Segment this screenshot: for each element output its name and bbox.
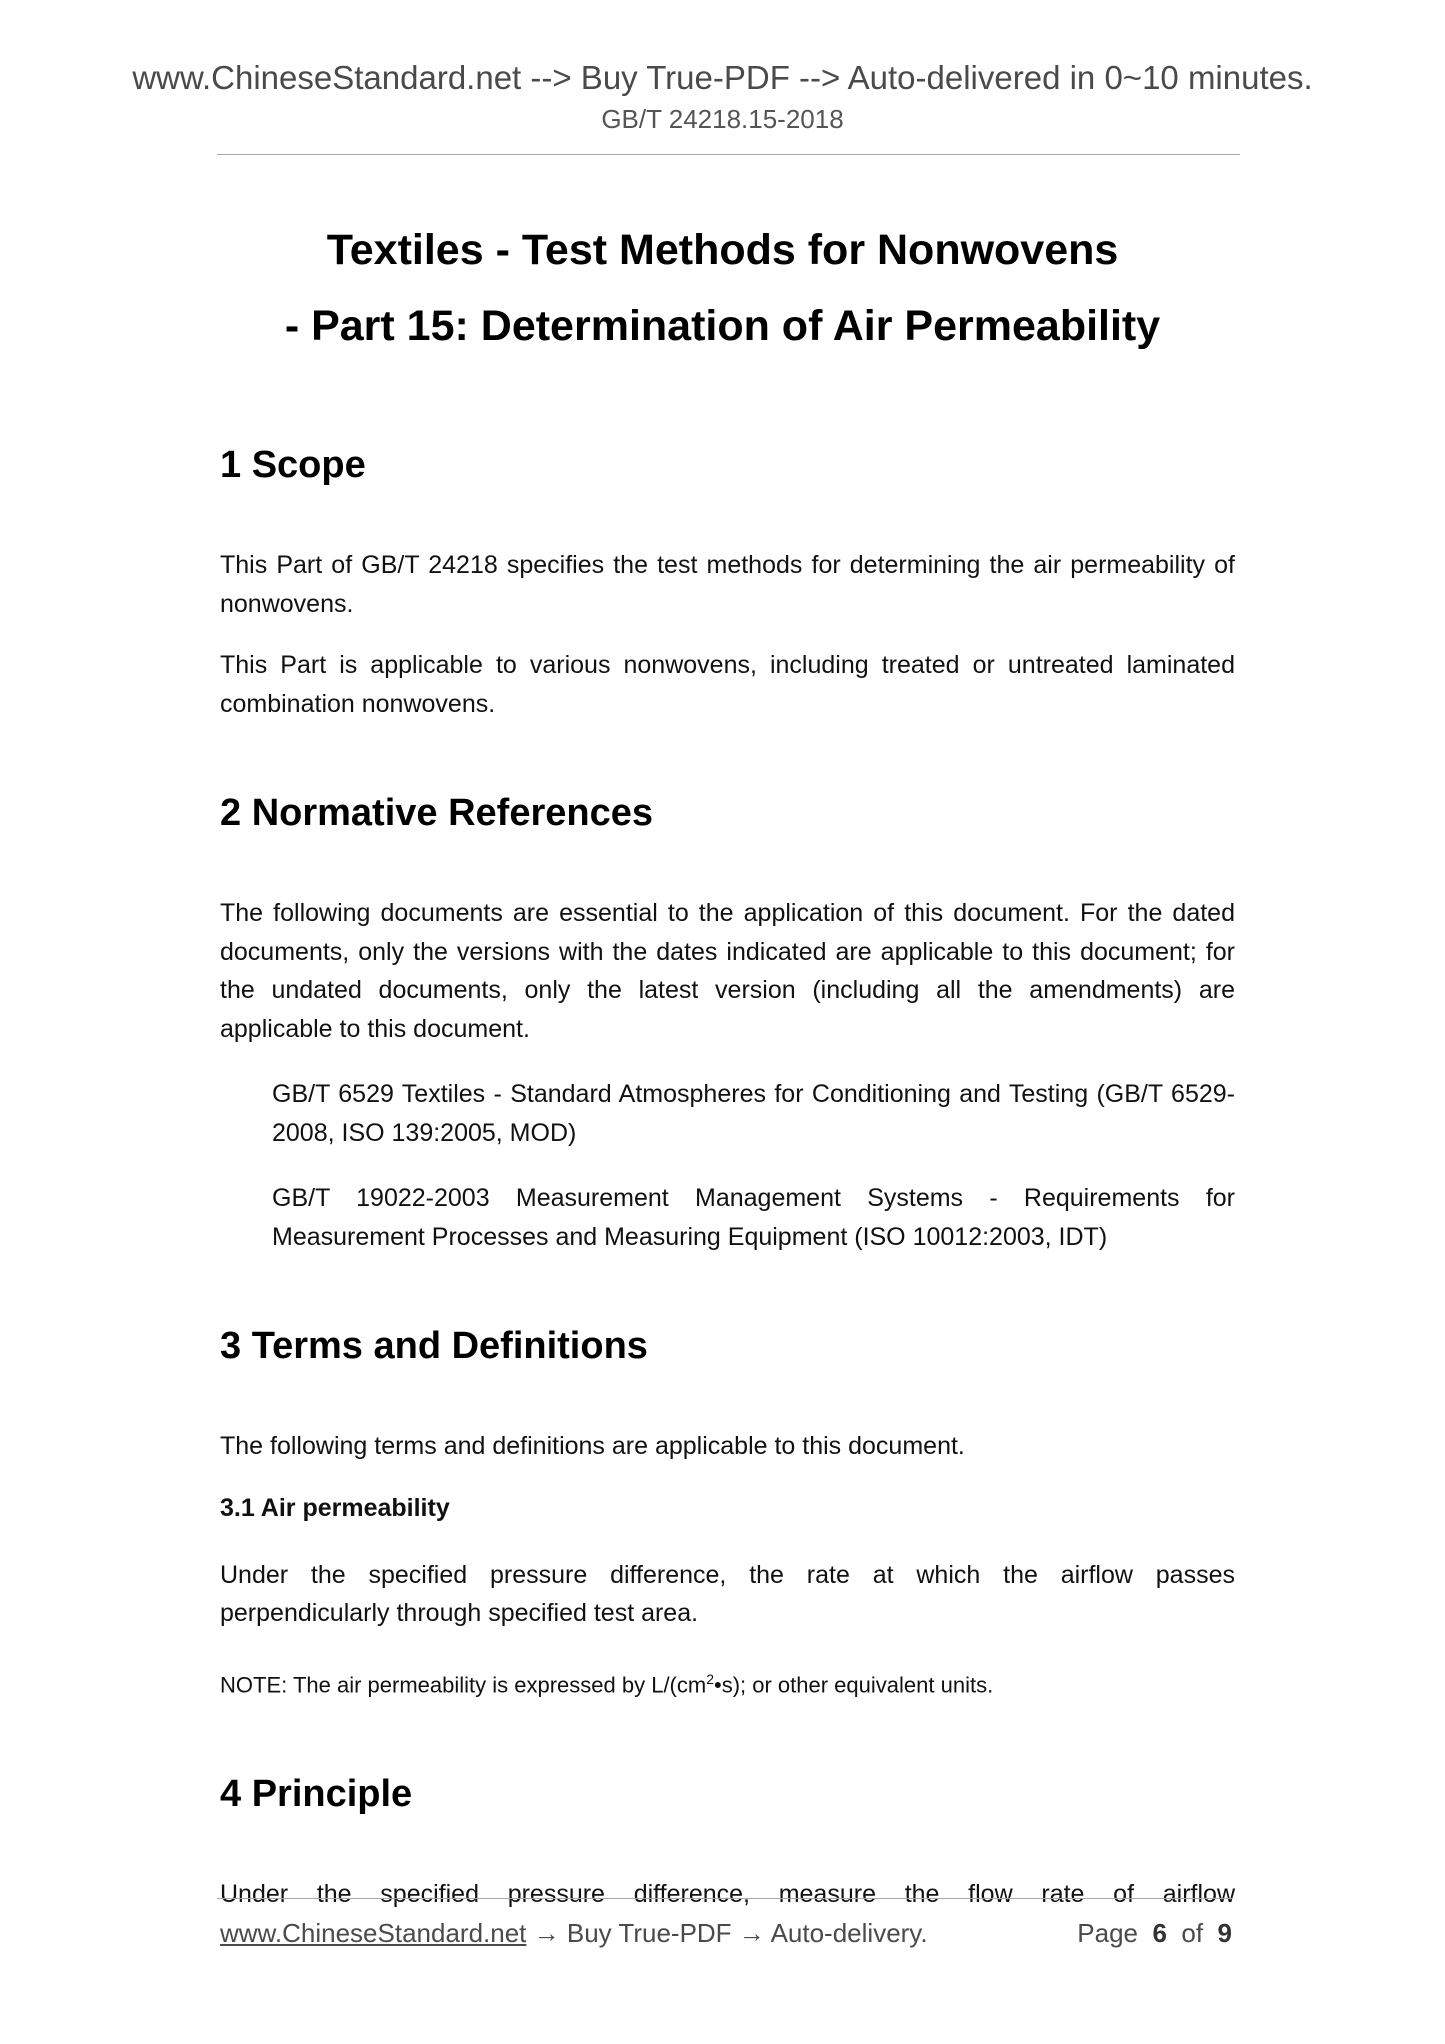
term-heading-air-permeability: 3.1 Air permeability: [220, 1493, 450, 1522]
header-banner: www.ChineseStandard.net --> Buy True-PDF --> Auto-delivered in 0~10 minutes.: [132, 59, 1313, 96]
standard-code: GB/T 24218.15-2018: [601, 104, 844, 134]
title-line-2: - Part 15: Determination of Air Permeability: [284, 302, 1161, 350]
document-body: [220, 440, 1235, 1913]
section-heading-normative-references: 2 Normative References: [220, 792, 653, 834]
page-header: [0, 58, 1445, 136]
title-line-1: Textiles - Test Methods for Nonwovens: [326, 226, 1119, 274]
scope-paragraph-1: This Part of GB/T 24218 specifies the test methods for determining the air permeability of nonwovens.: [220, 551, 1235, 618]
footer-promo: [220, 1916, 928, 1950]
page-label: Page: [1077, 1918, 1139, 1948]
total-pages-number: 9: [1217, 1918, 1232, 1948]
footer-divider: [217, 1898, 1232, 1899]
footer-promo-text: → Buy True-PDF → Auto-delivery.: [526, 1918, 928, 1948]
header-divider: [217, 154, 1240, 155]
document-title: [0, 212, 1445, 364]
reference-item: GB/T 6529 Textiles - Standard Atmospheres for Conditioning and Testing (GB/T 6529-2008, ISO 139:2005, MOD): [272, 1080, 1235, 1147]
scope-paragraph-2: This Part is applicable to various nonwovens, including treated or untreated laminated combination nonwovens.: [220, 651, 1235, 718]
note-text-start: NOTE: The air permeability is expressed by L/(cm: [220, 1671, 707, 1697]
references-intro: The following documents are essential to the application of this document. For the dated documents, only the versions with the dates indicated are applicable to this document; for the undated documents, only the latest version (including all the amendments) are applicable to this document.: [220, 899, 1235, 1043]
terms-intro: The following terms and definitions are applicable to this document.: [220, 1432, 965, 1460]
note-superscript: 2: [706, 1670, 714, 1687]
principle-paragraph: Under the specified pressure difference, measure the flow rate of airflow: [220, 1879, 1235, 1908]
section-heading-scope: 1 Scope: [220, 444, 366, 486]
page-of-label: of: [1181, 1918, 1204, 1948]
term-definition: Under the specified pressure difference, the rate at which the airflow passes perpendicularly through specified test area.: [220, 1560, 1235, 1627]
current-page-number: 6: [1152, 1918, 1167, 1948]
section-heading-principle: 4 Principle: [220, 1772, 413, 1815]
term-note: [220, 1661, 1235, 1703]
section-heading-terms: 3 Terms and Definitions: [220, 1325, 648, 1367]
reference-item: GB/T 19022-2003 Measurement Management Systems - Requirements for Measurement Processes and Measuring Equipment (ISO 10012:2003, IDT): [272, 1184, 1235, 1251]
note-text-end: •s); or other equivalent units.: [714, 1671, 994, 1697]
footer-site-link[interactable]: www.ChineseStandard.net: [220, 1918, 527, 1948]
page-indicator: [1077, 1916, 1232, 1950]
